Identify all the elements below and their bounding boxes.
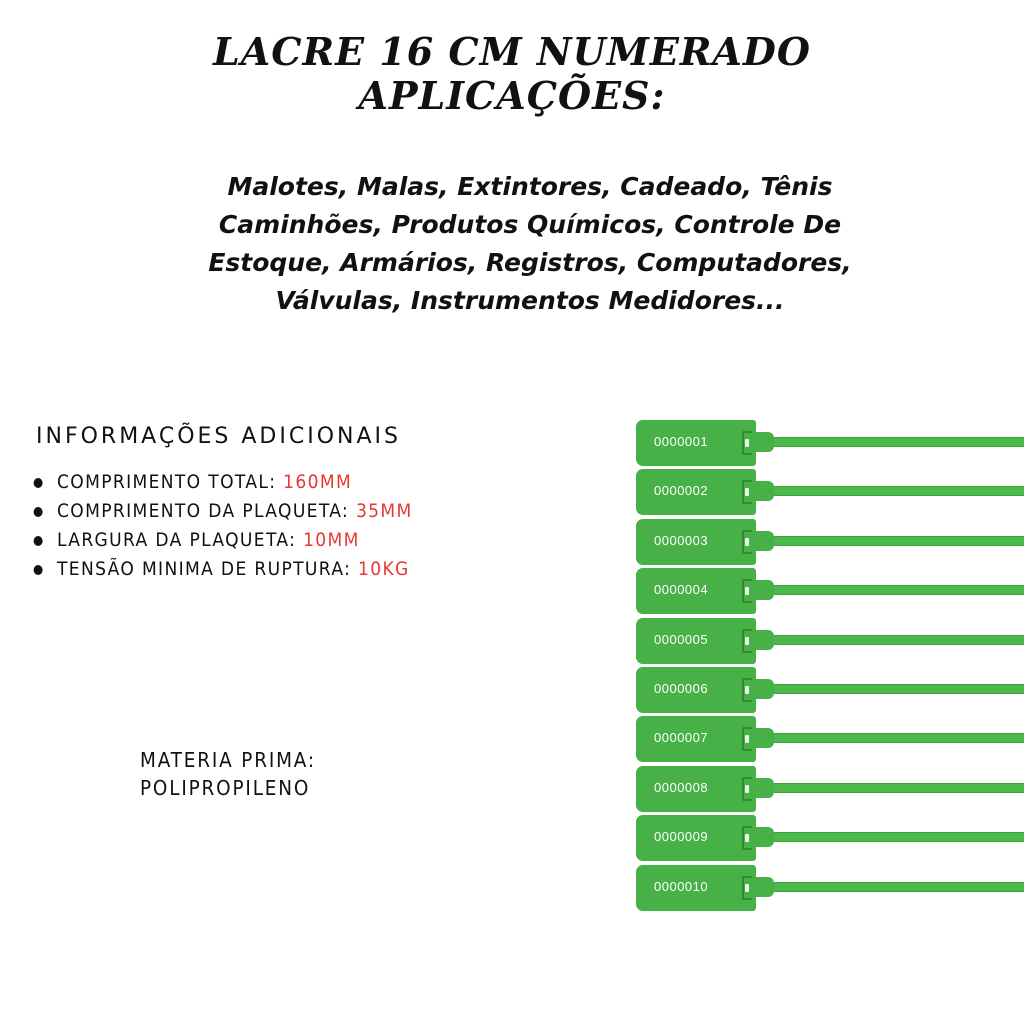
applications-text [0, 168, 1024, 320]
seal-tag [636, 766, 756, 812]
spec-label: LARGURA DA PLAQUETA: [57, 529, 304, 551]
seal-item [636, 716, 1024, 765]
seal-strap [754, 536, 1024, 546]
seal-number: 0000005 [654, 631, 709, 647]
applications-line: Caminhões, Produtos Químicos, Controle De [218, 210, 842, 239]
spec-value: 10KG [357, 558, 410, 580]
spec-value: 35MM [355, 500, 413, 522]
lock-icon [742, 629, 752, 653]
seal-item [636, 568, 1024, 617]
seal-item [636, 766, 1024, 815]
seal-tag [636, 667, 756, 713]
bullet-icon [34, 536, 43, 546]
spec-item [30, 526, 413, 555]
seal-number: 0000008 [654, 779, 709, 795]
bullet-icon [34, 507, 43, 517]
lock-icon [742, 678, 752, 702]
lock-icon [742, 876, 752, 900]
spec-label: COMPRIMENTO DA PLAQUETA: [57, 500, 356, 522]
seal-number: 0000001 [654, 434, 709, 449]
lock-icon [742, 826, 752, 850]
seal-item [636, 469, 1024, 518]
seal-number: 0000004 [654, 582, 709, 598]
lock-icon [742, 530, 752, 554]
spec-list [30, 468, 455, 584]
seal-tag [636, 618, 756, 664]
seal-item [636, 865, 1024, 914]
page-title [0, 30, 1024, 118]
seal-item [636, 519, 1024, 568]
seal-strap [754, 832, 1024, 842]
seal-number: 0000010 [654, 878, 709, 894]
seal-tag [636, 716, 756, 762]
lock-icon [742, 727, 752, 751]
seal-tag [636, 519, 756, 565]
lock-icon [742, 579, 752, 603]
seal-number: 0000006 [654, 680, 709, 696]
lock-icon [742, 777, 752, 801]
bullet-icon [34, 565, 43, 575]
spec-item [30, 468, 413, 497]
seal-item [636, 420, 1024, 469]
spec-value: 160MM [283, 471, 353, 493]
spec-item [30, 555, 413, 584]
spec-label: COMPRIMENTO TOTAL: [57, 471, 284, 493]
seal-tag [636, 865, 756, 911]
seal-strap [754, 882, 1024, 892]
seal-item [636, 667, 1024, 716]
material-label: MATERIA PRIMA: [140, 748, 316, 772]
seal-item [636, 815, 1024, 864]
seal-image [636, 420, 1024, 914]
seal-item [636, 618, 1024, 667]
applications-line: Válvulas, Instrumentos Medidores... [275, 286, 785, 315]
seal-number: 0000002 [654, 483, 709, 499]
seal-number: 0000007 [654, 730, 709, 746]
lock-icon [742, 480, 752, 504]
seal-tag [636, 420, 756, 466]
spec-label: TENSÃO MINIMA DE RUPTURA: [57, 558, 358, 580]
seal-strap [754, 486, 1024, 496]
seal-strap [754, 733, 1024, 743]
seal-number: 0000009 [654, 829, 709, 845]
lock-icon [742, 431, 752, 455]
title-line-1: LACRE 16 CM NUMERADO [213, 29, 811, 74]
info-heading: INFORMAÇÕES ADICIONAIS [36, 424, 401, 449]
material-block [140, 746, 316, 802]
seal-strap [754, 437, 1024, 447]
seal-tag [636, 469, 756, 515]
material-value: POLIPROPILENO [140, 776, 311, 800]
spec-item [30, 497, 413, 526]
seal-tag [636, 815, 756, 861]
seal-number: 0000003 [654, 532, 709, 548]
seal-strap [754, 585, 1024, 595]
spec-value: 10MM [303, 529, 360, 551]
seal-tag [636, 568, 756, 614]
bullet-icon [34, 478, 43, 488]
seal-strap [754, 783, 1024, 793]
title-line-2: APLICAÇÕES: [358, 73, 666, 118]
applications-line: Estoque, Armários, Registros, Computadores, [208, 248, 852, 277]
applications-line: Malotes, Malas, Extintores, Cadeado, Tênis [227, 172, 833, 201]
seal-strap [754, 684, 1024, 694]
seal-strap [754, 635, 1024, 645]
